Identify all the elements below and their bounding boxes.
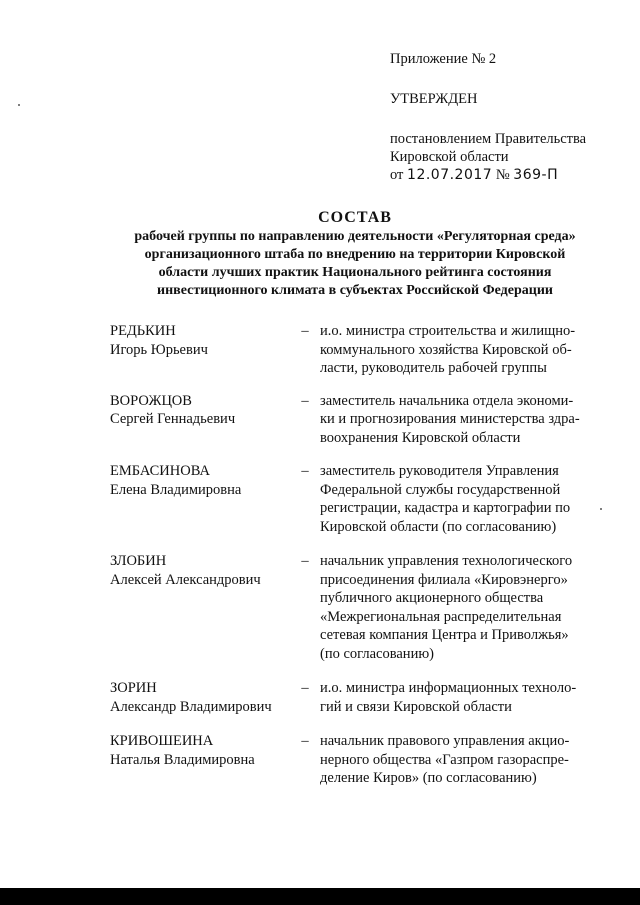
role-line: публичного акционерного общества	[320, 590, 544, 606]
member-dash: –	[301, 733, 309, 749]
decree-line-1: постановлением Правительства	[390, 131, 587, 147]
scan-speck	[18, 104, 20, 106]
member-name	[110, 732, 290, 788]
member-surname: ЗОРИН	[110, 680, 157, 696]
role-line: начальник правового управления акцио-	[320, 733, 570, 749]
member-role	[320, 732, 595, 788]
member-entry	[110, 392, 595, 448]
role-line: и.о. министра информационных техноло-	[320, 680, 577, 696]
member-entry	[110, 462, 595, 536]
approval-block	[390, 50, 635, 184]
decree-line-2: Кировской области	[390, 149, 509, 165]
role-line: регистрации, кадастра и картографии по	[320, 500, 571, 516]
appendix-label: Приложение № 2	[390, 51, 497, 67]
member-entry	[110, 732, 595, 788]
member-surname: ЕМБАСИНОВА	[110, 463, 210, 479]
role-line: нерного общества «Газпром газораспре-	[320, 751, 569, 768]
member-role	[320, 392, 595, 448]
role-line: сетевая компания Центра и Приволжья»	[320, 627, 569, 643]
scan-speck	[600, 508, 602, 510]
subtitle-line: организационного штаба по внедрению на территории Кировской	[144, 247, 566, 262]
member-given-name: Александр Владимирович	[110, 698, 272, 715]
member-surname: КРИВОШЕИНА	[110, 733, 214, 749]
number-sign: №	[495, 167, 510, 183]
member-surname: ЗЛОБИН	[110, 553, 167, 569]
document-title: СОСТАВ	[318, 209, 392, 226]
member-dash: –	[301, 553, 309, 569]
member-dash: –	[301, 680, 309, 696]
document-subtitle	[100, 228, 610, 300]
member-name	[110, 552, 290, 663]
member-entry	[110, 552, 595, 663]
member-given-name: Алексей Александрович	[110, 571, 261, 588]
document-heading	[100, 208, 610, 300]
member-name	[110, 392, 290, 448]
member-role	[320, 322, 595, 378]
role-line: ласти, руководитель рабочей группы	[320, 360, 547, 376]
approved-label: УТВЕРЖДЕН	[390, 91, 478, 107]
role-line: заместитель начальника отдела экономи-	[320, 392, 574, 409]
member-dash: –	[301, 392, 309, 409]
date-prefix: от	[390, 167, 404, 183]
member-given-name: Сергей Геннадьевич	[110, 411, 236, 427]
subtitle-line: инвестиционного климата в субъектах Российской Федерации	[157, 283, 553, 298]
member-dash: –	[301, 323, 309, 339]
role-line: присоединения филиала «Кировэнерго»	[320, 571, 568, 588]
role-line: ки и прогнозирования министерства здра-	[320, 411, 580, 427]
role-line: начальник управления технологического	[320, 553, 573, 569]
decree-date-line	[390, 166, 635, 184]
member-surname: РЕДЬКИН	[110, 323, 176, 339]
role-line: «Межрегиональная распределительная	[320, 608, 562, 625]
member-given-name: Елена Владимировна	[110, 481, 242, 498]
subtitle-line: рабочей группы по направлению деятельности «Регуляторная среда»	[134, 229, 576, 244]
member-name	[110, 679, 290, 716]
member-surname: ВОРОЖЦОВ	[110, 392, 192, 409]
member-role	[320, 679, 595, 716]
member-entry	[110, 679, 595, 716]
members-list	[110, 322, 595, 788]
role-line: коммунального хозяйства Кировской об-	[320, 341, 572, 358]
scan-bottom-border	[0, 888, 640, 905]
member-dash: –	[301, 463, 309, 479]
role-line: заместитель руководителя Управления	[320, 463, 559, 479]
role-line: воохранения Кировской области	[320, 429, 521, 446]
member-name	[110, 322, 290, 378]
handwritten-number: 369-П	[513, 167, 559, 183]
member-role	[320, 552, 595, 663]
member-given-name: Наталья Владимировна	[110, 751, 255, 768]
role-line: Федеральной службы государственной	[320, 481, 561, 498]
member-role	[320, 462, 595, 536]
member-name	[110, 462, 290, 536]
handwritten-date: 12.07.2017	[407, 167, 493, 183]
role-line: гий и связи Кировской области	[320, 698, 512, 715]
member-given-name: Игорь Юрьевич	[110, 341, 208, 358]
role-line: деление Киров» (по согласованию)	[320, 770, 537, 786]
role-line: и.о. министра строительства и жилищно-	[320, 323, 576, 339]
role-line: (по согласованию)	[320, 645, 434, 662]
member-entry	[110, 322, 595, 378]
role-line: Кировской области (по согласованию)	[320, 518, 557, 535]
subtitle-line: области лучших практик Национального рейтинга состояния	[158, 265, 552, 280]
